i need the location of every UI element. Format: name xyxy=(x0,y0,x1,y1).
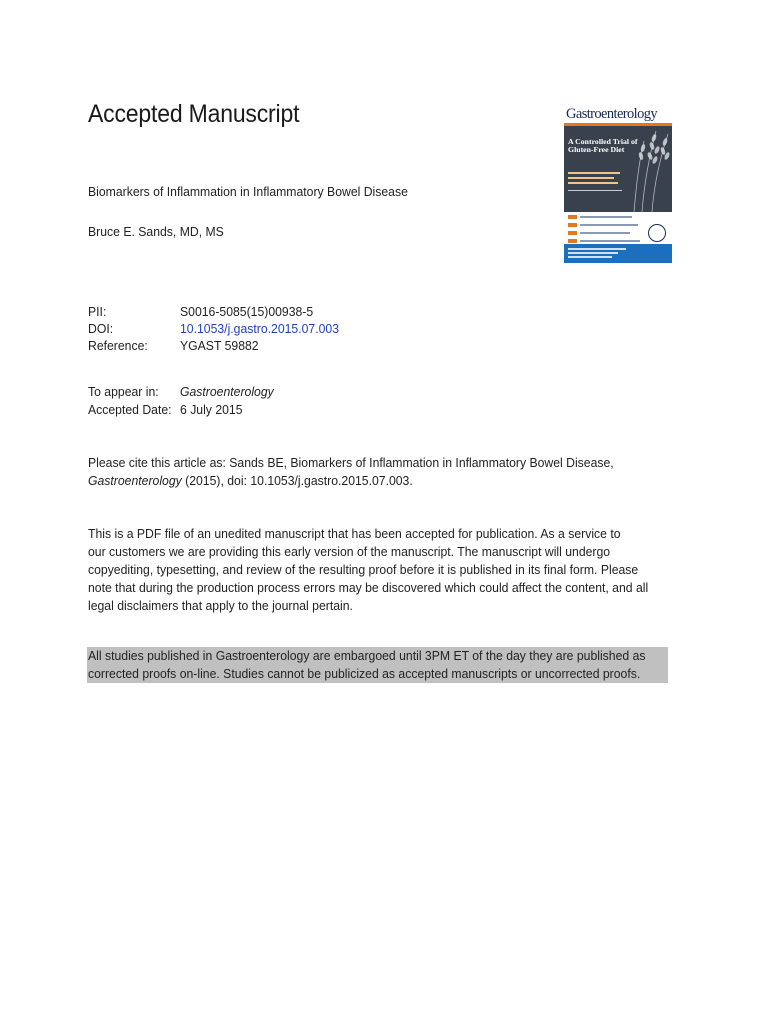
cover-subtext-lines xyxy=(568,170,624,191)
accepted-date-value: 6 July 2015 xyxy=(180,402,243,417)
cover-seal-icon xyxy=(648,224,666,242)
pii-value: S0016-5085(15)00938-5 xyxy=(180,304,314,319)
citation-journal: Gastroenterology xyxy=(88,473,182,488)
notice-paragraph xyxy=(88,525,698,615)
notice-line: This is a PDF file of an unedited manuscript that has been accepted for publication. As a service to xyxy=(88,526,621,541)
author-name: Bruce E. Sands, MD, MS xyxy=(88,224,224,239)
accepted-date-label: Accepted Date: xyxy=(88,402,172,417)
embargo-line: All studies published in Gastroenterology are embargoed until 3PM ET of the day they are published as xyxy=(88,648,646,663)
cover-footer-band xyxy=(564,244,672,263)
article-title: Biomarkers of Inflammation in Inflammatory Bowel Disease xyxy=(88,184,408,199)
page-heading: Accepted Manuscript xyxy=(88,100,300,128)
notice-line: note that during the production process errors may be discovered which could affect the content, and all xyxy=(88,580,649,595)
journal-cover-image xyxy=(564,104,672,263)
notice-line: copyediting, typesetting, and review of the resulting proof before it is published in its final form. Please xyxy=(88,562,639,577)
journal-name: Gastroenterology xyxy=(180,384,274,399)
notice-line: our customers we are providing this early version of the manuscript. The manuscript will undergo xyxy=(88,544,611,559)
reference-label: Reference: xyxy=(88,338,148,353)
citation-line-2 xyxy=(88,472,661,490)
notice-line: legal disclaimers that apply to the journal pertain. xyxy=(88,598,353,613)
citation-paragraph xyxy=(88,454,698,490)
to-appear-label: To appear in: xyxy=(88,384,159,399)
doi-label: DOI: xyxy=(88,321,114,336)
pii-label: PII: xyxy=(88,304,107,319)
embargo-notice xyxy=(87,647,668,683)
doi-link[interactable]: 10.1053/j.gastro.2015.07.003 xyxy=(180,321,339,336)
citation-line-1: Please cite this article as: Sands BE, Biomarkers of Inflammation in Inflammatory Bowel Disease, xyxy=(88,455,614,470)
cover-image-panel xyxy=(564,126,672,212)
cover-journal-name: Gastroenterology xyxy=(566,106,658,122)
citation-line-2-rest: (2015), doi: 10.1053/j.gastro.2015.07.003. xyxy=(181,473,413,488)
cover-headline: A Controlled Trial of Gluten-Free Diet xyxy=(568,137,638,154)
reference-value: YGAST 59882 xyxy=(180,338,259,353)
embargo-line: corrected proofs on-line. Studies cannot be publicized as accepted manuscripts or uncorrected proofs. xyxy=(88,666,641,681)
